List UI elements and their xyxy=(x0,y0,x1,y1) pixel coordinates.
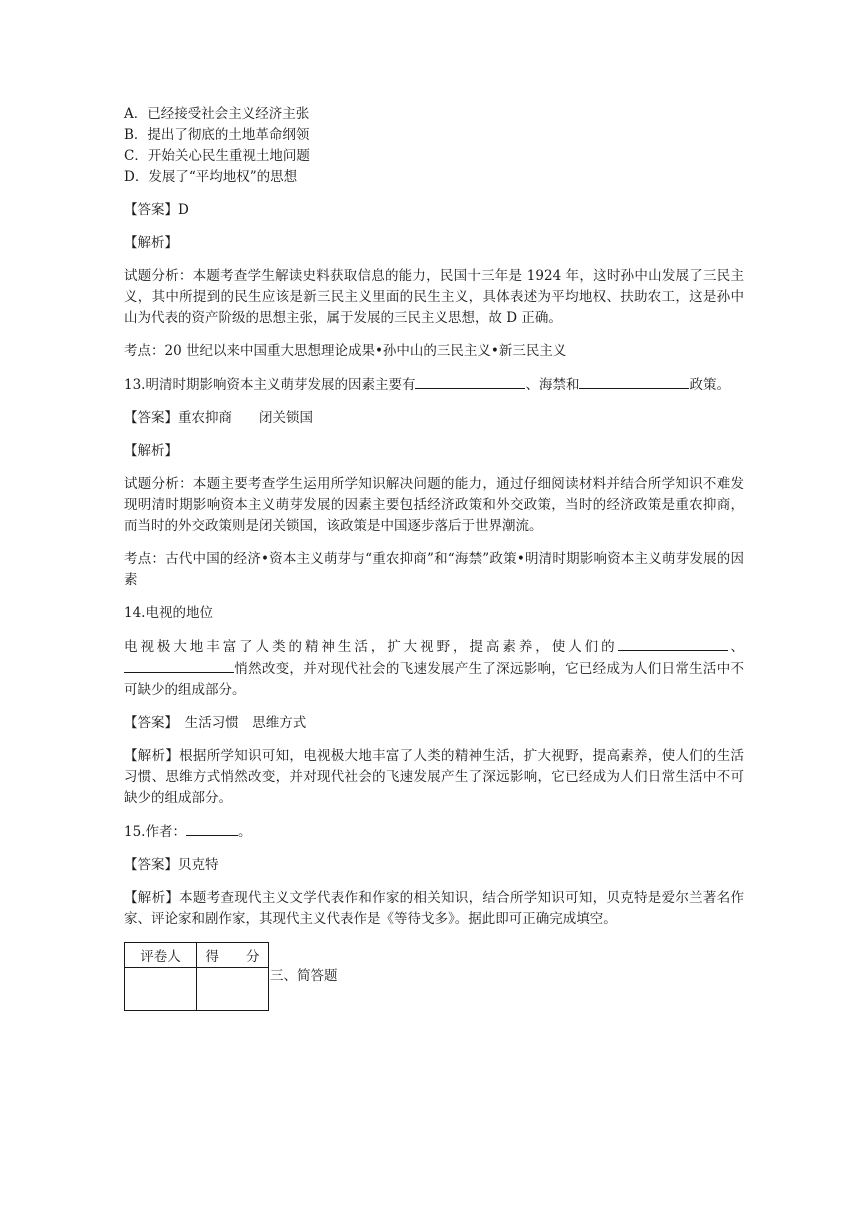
score-cell[interactable] xyxy=(197,968,269,1011)
q14-blank-2[interactable] xyxy=(124,658,234,673)
q15-stem xyxy=(124,821,744,843)
q12-option-c: C．开始关心民生重视土地问题 xyxy=(124,148,310,164)
q14-analysis: 【解析】根据所学知识可知，电视极大地丰富了人类的精神生活，扩大视野，提高素养，使人们的生活习惯、思维方式悄然改变，并对现代社会的飞速发展产生了深远影响，它已经成为人们日常生活中不可缺少的组成部分。 xyxy=(124,748,744,806)
q12-kaodian: 考点：20 世纪以来中国重大思想理论成果•孙中山的三民主义•新三民主义 xyxy=(124,343,567,359)
q13-blank-2[interactable] xyxy=(579,374,689,389)
q12-answer: 【答案】D xyxy=(124,202,189,218)
q12-options xyxy=(124,104,744,188)
q13-stem xyxy=(124,374,744,396)
q15-answer: 【答案】贝克特 xyxy=(124,857,219,873)
q12-analysis-label: 【解析】 xyxy=(124,235,178,251)
q14-title: 14.电视的地位 xyxy=(124,605,213,621)
q12-option-a: A．已经接受社会主义经济主张 xyxy=(124,106,310,122)
q15-stem-a: 15.作者： xyxy=(124,824,186,840)
score-table xyxy=(124,942,269,1011)
q13-stem-a: 13.明清时期影响资本主义萌芽发展的因素主要有 xyxy=(124,377,416,393)
q13-blank-1[interactable] xyxy=(415,374,525,389)
q12-option-d: D．发展了“平均地权”的思想 xyxy=(124,169,298,185)
reviewer-cell[interactable] xyxy=(125,968,197,1011)
q13-analysis-label: 【解析】 xyxy=(124,443,178,459)
q13-analysis: 试题分析：本题主要考查学生运用所学知识解决问题的能力，通过仔细阅读材料并结合所学知识不难发现明清时期影响资本主义萌芽发展的因素主要包括经济政策和外交政策，当时的经济政策是重农抑商，而当时的外交政策则是闭关锁国，该政策是中国逐步落后于世界潮流。 xyxy=(124,476,744,534)
q15-stem-b: 。 xyxy=(237,824,252,840)
q15-blank[interactable] xyxy=(186,821,238,836)
score-header: 得 分 xyxy=(197,943,269,968)
q13-kaodian: 考点：古代中国的经济•资本主义萌芽与“重农抑商”和“海禁”政策•明清时期影响资本主义萌芽发展的因素 xyxy=(124,551,744,588)
document-page xyxy=(124,104,744,1022)
q13-stem-b: 、海禁和 xyxy=(525,377,580,393)
q14-stem xyxy=(124,636,744,701)
q13-answer: 【答案】重农抑商 闭关锁国 xyxy=(124,410,313,426)
q15-analysis: 【解析】本题考查现代主义文学代表作和作家的相关知识，结合所学知识可知，贝克特是爱尔兰著名作家、评论家和剧作家，其现代主义代表作是《等待戈多》。据此即可正确完成填空。 xyxy=(124,890,744,927)
reviewer-header: 评卷人 xyxy=(125,943,197,968)
q12-analysis: 试题分析：本题考查学生解读史料获取信息的能力，民国十三年是 1924 年，这时孙中山发展了三民主义，其中所提到的民生应该是新三民主义里面的民生主义，具体表述为平均地权、扶助农工，这是孙中山为代表的资产阶级的思想主张，属于发展的三民主义思想，故 D 正确。 xyxy=(124,268,744,326)
q13-stem-c: 政策。 xyxy=(689,377,730,393)
q14-stem-c: 悄然改变，并对现代社会的飞速发展产生了深远影响，它已经成为人们日常生活中不可缺少的组成部分。 xyxy=(124,661,744,698)
q14-blank-1[interactable] xyxy=(618,636,728,651)
q14-answer: 【答案】 生活习惯 思维方式 xyxy=(124,715,307,731)
q14-stem-b: 、 xyxy=(727,639,745,655)
q12-option-b: B．提出了彻底的土地革命纲领 xyxy=(124,127,310,143)
q14-stem-a: 电视极大地丰富了人类的精神生活，扩大视野，提高素养，使人们的 xyxy=(124,639,618,655)
section-heading: 三、简答题 xyxy=(270,968,338,984)
score-section xyxy=(124,942,744,1022)
